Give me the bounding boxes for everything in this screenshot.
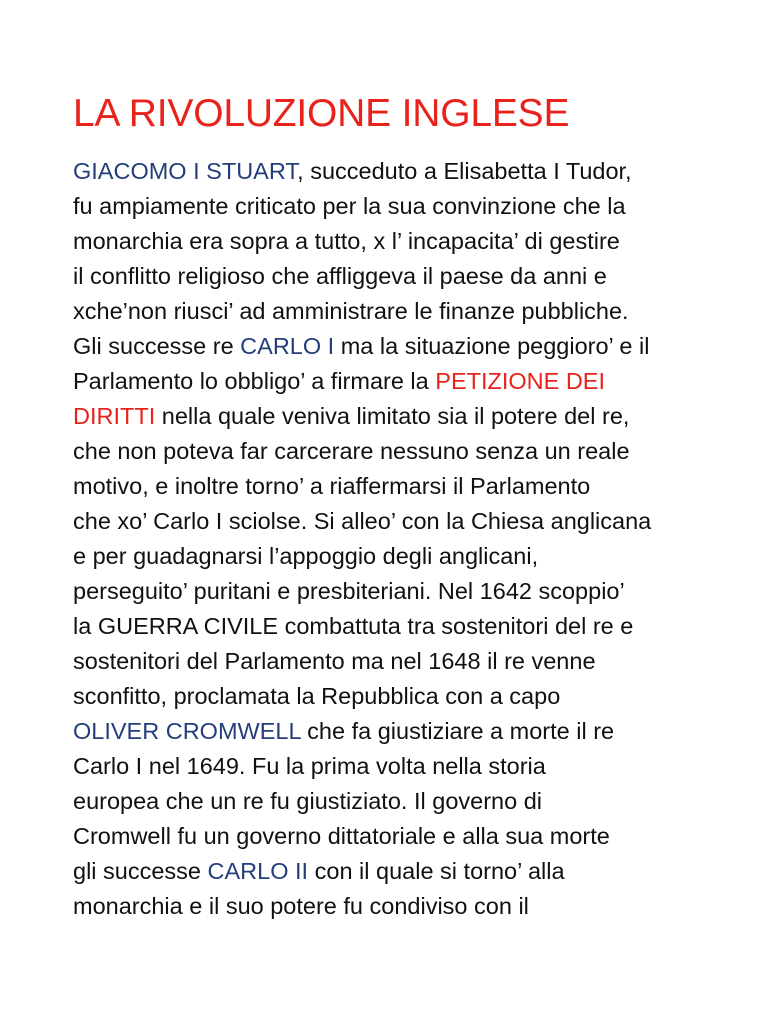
text-segment: monarchia e il suo potere fu condiviso con il — [73, 893, 529, 919]
text-segment: , succeduto a Elisabetta I Tudor, — [297, 158, 632, 184]
text-line — [73, 224, 723, 259]
text-segment: Carlo I nel 1649. Fu la prima volta nella storia — [73, 753, 546, 779]
text-segment: motivo, e inoltre torno’ a riaffermarsi il Parlamento — [73, 473, 591, 499]
text-line — [73, 644, 723, 679]
text-segment: gli successe — [73, 858, 208, 884]
text-segment: fu ampiamente criticato per la sua convinzione che la — [73, 193, 626, 219]
text-line — [73, 399, 723, 434]
text-segment: Parlamento lo obbligo’ a firmare la — [73, 368, 436, 394]
highlighted-term: CARLO II — [207, 858, 309, 884]
text-segment: Cromwell fu un governo dittatoriale e alla sua morte — [73, 823, 610, 849]
text-segment: ma la situazione peggioro’ e il — [334, 333, 650, 359]
text-line — [73, 504, 723, 539]
text-segment: sconfitto, proclamata la Repubblica con a capo — [73, 683, 561, 709]
text-segment: xche’non riusci’ ad amministrare le finanze pubbliche. — [73, 298, 629, 324]
text-line — [73, 434, 723, 469]
text-segment: la GUERRA CIVILE combattuta tra sostenitori del re e — [73, 613, 634, 639]
text-line — [73, 854, 723, 889]
text-segment: che non poteva far carcerare nessuno senza un reale — [73, 438, 630, 464]
text-segment: monarchia era sopra a tutto, x l’ incapacita’ di gestire — [73, 228, 620, 254]
text-segment: con il quale si torno’ alla — [308, 858, 565, 884]
highlighted-term: DIRITTI — [73, 403, 156, 429]
text-line — [73, 749, 723, 784]
highlighted-term: CARLO I — [240, 333, 335, 359]
text-line — [73, 679, 723, 714]
text-segment: il conflitto religioso che affliggeva il paese da anni e — [73, 263, 607, 289]
text-line — [73, 714, 723, 749]
text-line — [73, 364, 723, 399]
text-line — [73, 189, 723, 224]
text-line — [73, 154, 723, 189]
highlighted-term: GIACOMO I STUART — [73, 158, 298, 184]
text-line — [73, 329, 723, 364]
highlighted-term: OLIVER CROMWELL — [73, 718, 301, 744]
text-line — [73, 469, 723, 504]
text-segment: che fa giustiziare a morte il re — [300, 718, 615, 744]
text-line — [73, 259, 723, 294]
text-segment: perseguito’ puritani e presbiteriani. Nel 1642 scoppio’ — [73, 578, 625, 604]
text-segment: nella quale veniva limitato sia il potere del re, — [155, 403, 630, 429]
text-segment: che xo’ Carlo I sciolse. Si alleo’ con la Chiesa anglicana — [73, 508, 652, 534]
text-line — [73, 889, 723, 924]
document-body — [73, 154, 723, 924]
page-title: LA RIVOLUZIONE INGLESE — [73, 92, 570, 135]
highlighted-term: PETIZIONE DEI — [435, 368, 606, 394]
text-line — [73, 574, 723, 609]
text-line — [73, 539, 723, 574]
text-line — [73, 784, 723, 819]
text-line — [73, 819, 723, 854]
text-line — [73, 294, 723, 329]
text-segment: sostenitori del Parlamento ma nel 1648 il re venne — [73, 648, 596, 674]
text-segment: Gli successe re — [73, 333, 241, 359]
text-segment: e per guadagnarsi l’appoggio degli anglicani, — [73, 543, 539, 569]
text-line — [73, 609, 723, 644]
text-segment: europea che un re fu giustiziato. Il governo di — [73, 788, 542, 814]
